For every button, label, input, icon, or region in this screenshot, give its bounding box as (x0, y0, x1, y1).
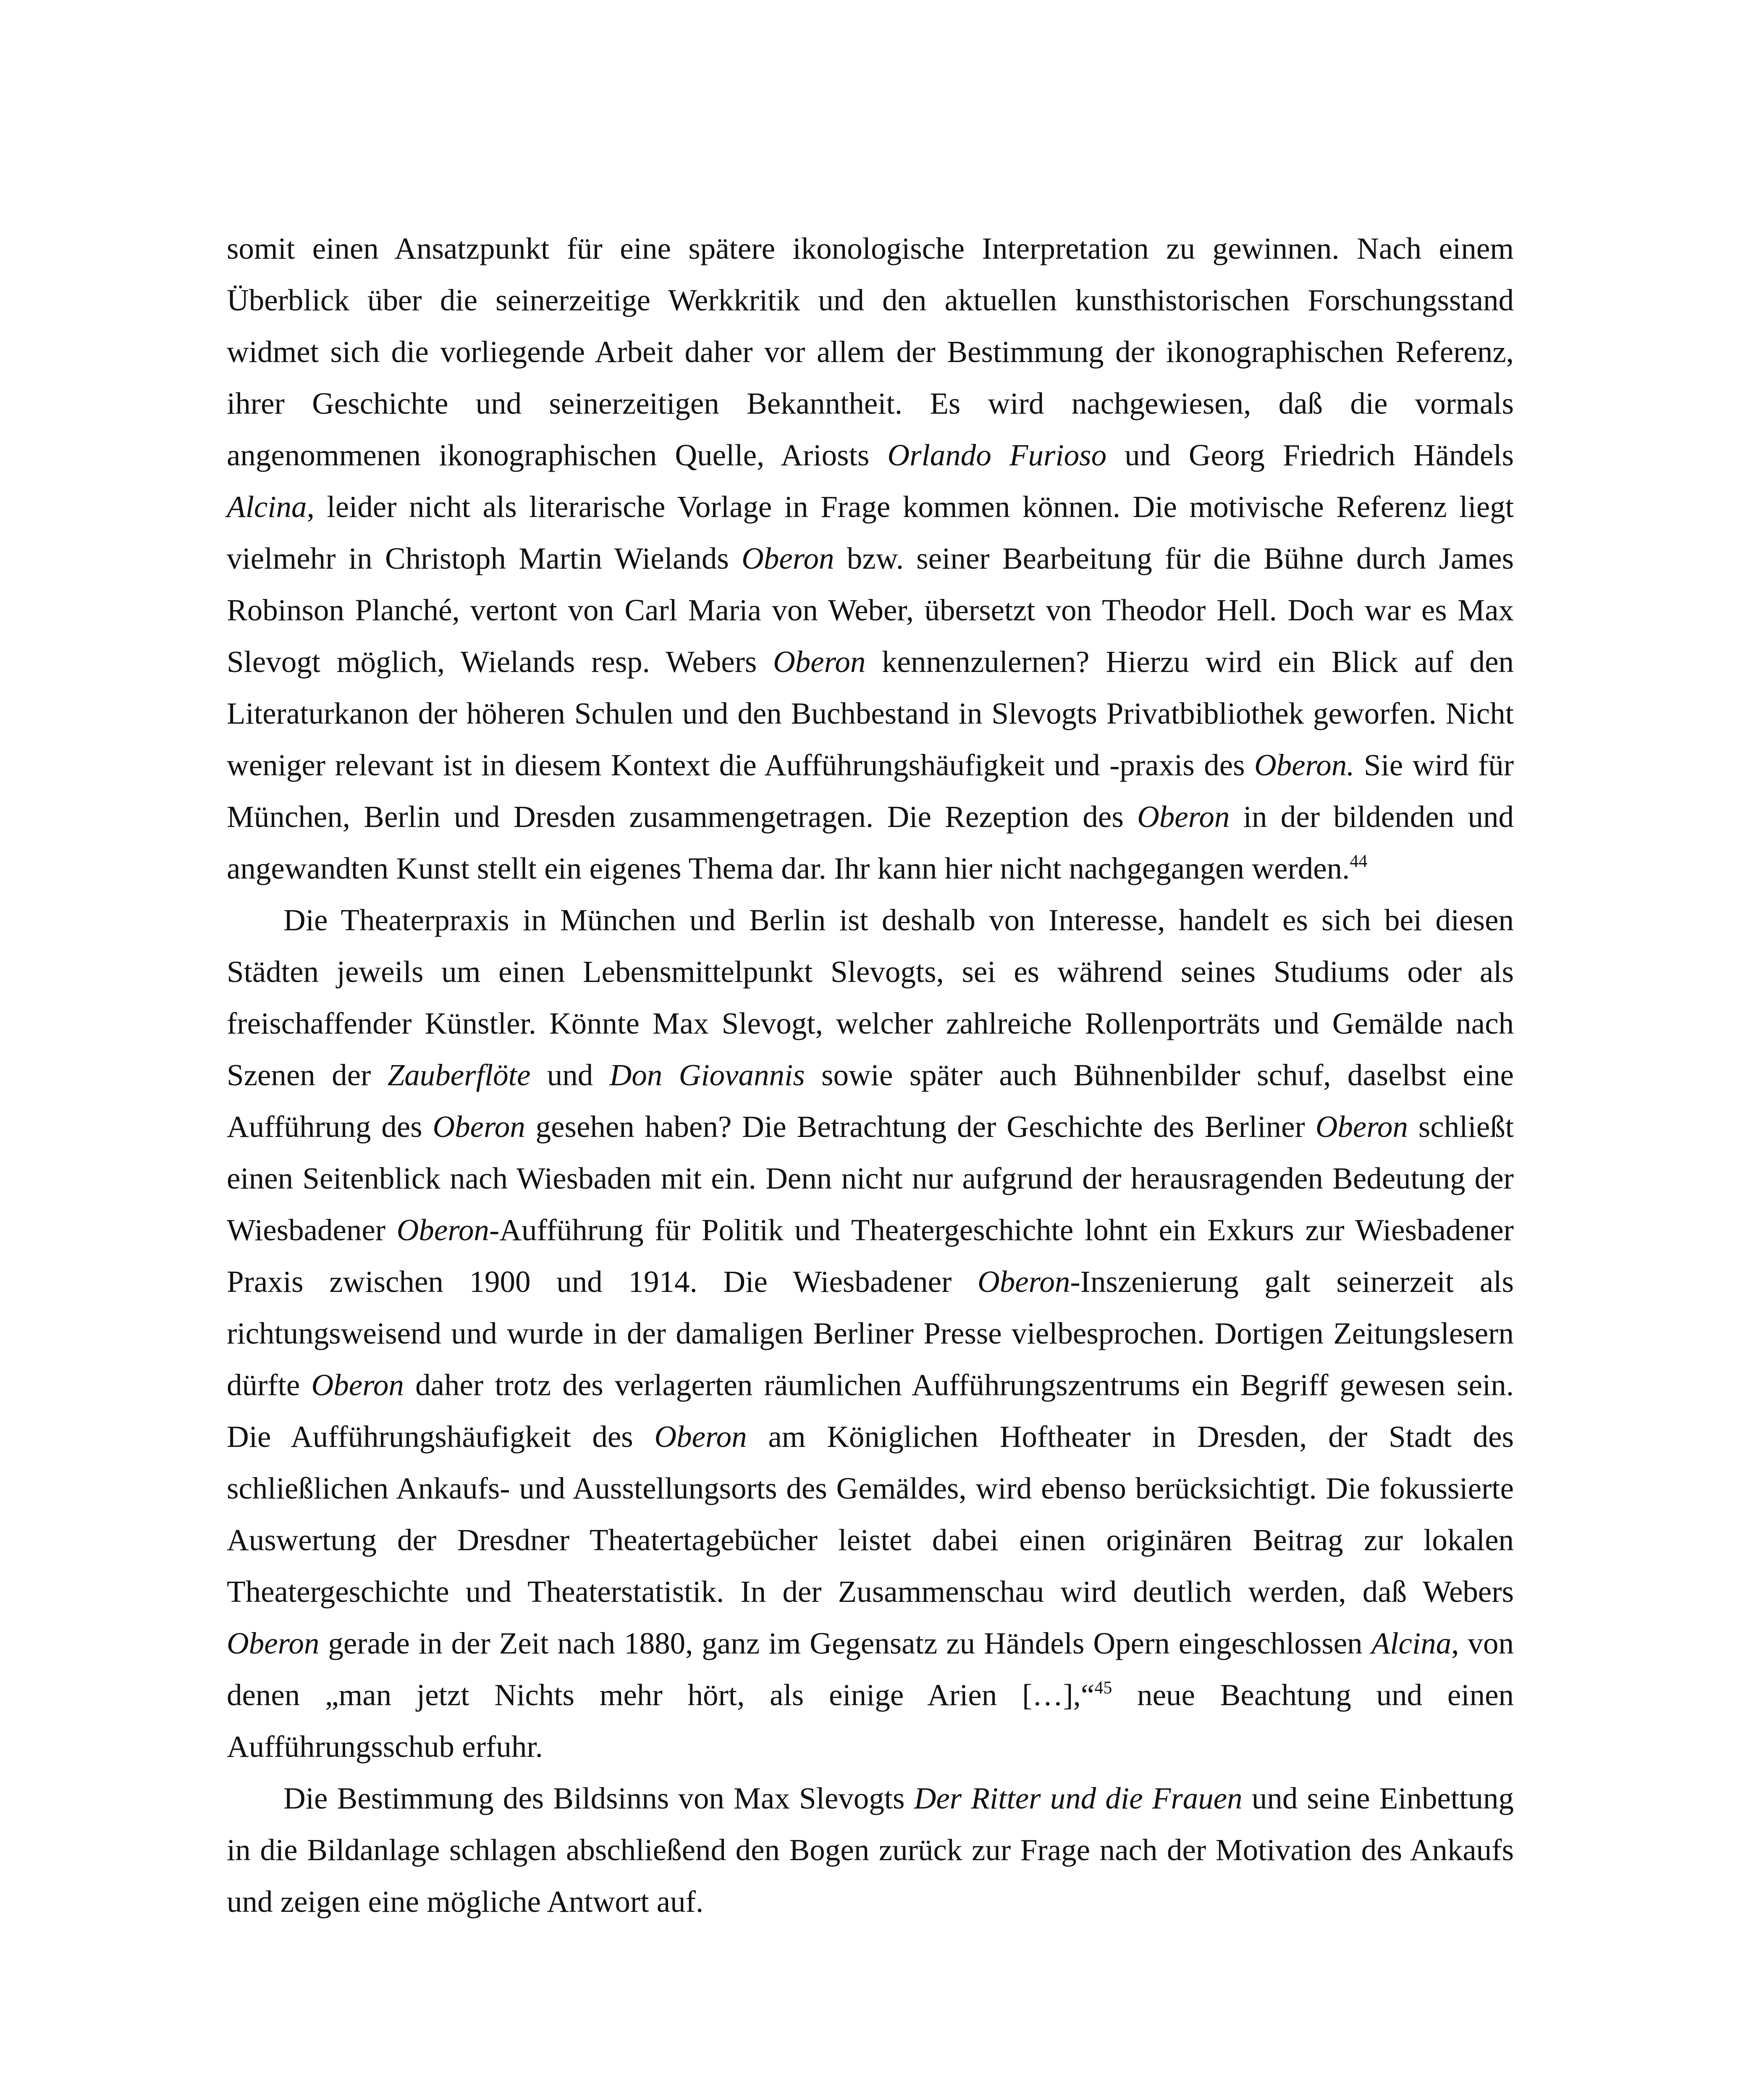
italic-title: Oberon. (1254, 748, 1355, 782)
italic-title: Der Ritter und die Frauen (914, 1781, 1243, 1815)
italic-title: Oberon (773, 645, 866, 679)
italic-title: Orlando Furioso (887, 438, 1107, 472)
italic-title: Oberon (433, 1110, 525, 1144)
italic-title: Alcina (1371, 1626, 1452, 1660)
italic-title: Oberon (1315, 1110, 1408, 1144)
italic-title: Oberon (227, 1626, 320, 1660)
italic-title: Oberon (654, 1420, 747, 1454)
italic-title: Oberon (396, 1213, 489, 1247)
italic-title: Oberon (311, 1368, 404, 1402)
italic-title: Zauberflöte (387, 1058, 531, 1092)
footnote-reference: 44 (1350, 852, 1368, 871)
italic-title: Don Giovannis (609, 1058, 805, 1092)
paragraph: Die Bestimmung des Bildsinns von Max Slevogts Der Ritter und die Frauen und seine Einbettung in die Bildanlage schlagen abschließend den Bogen zurück zur Frage nach der Motivation des Ankaufs und zeigen eine mögliche Antwort auf. (227, 1781, 1514, 1919)
paragraph: Die Theaterpraxis in München und Berlin ist deshalb von Interesse, handelt es sich bei diesen Städten jeweils um einen Lebensmittelpunkt Slevogts, sei es während seines Studiums oder als freischaffender Künstler. Könnte Max Slevogt, welcher zahlreiche Rollenporträts und Gemälde nach Szenen der Zauberflöte und Don Giovannis sowie später auch Bühnenbilder schuf, daselbst eine Aufführung des Oberon gesehen haben? Die Betrachtung der Geschichte des Berliner Oberon schließt einen Seitenblick nach Wiesbaden mit ein. Denn nicht nur aufgrund der herausragenden Bedeutung der Wiesbadener Oberon-Aufführung für Politik und Theatergeschichte lohnt ein Exkurs zur Wiesbadener Praxis zwischen 1900 und 1914. Die Wiesbadener Oberon-Inszenierung galt seinerzeit als richtungsweisend und wurde in der damaligen Berliner Presse vielbesprochen. Dortigen Zeitungslesern dürfte Oberon daher trotz des verlagerten räumlichen Aufführungszentrums ein Begriff gewesen sein. Die Aufführungshäufigkeit des Oberon am Königlichen Hoftheater in Dresden, der Stadt des schließlichen Ankaufs- und Ausstellungsorts des Gemäldes, wird ebenso berücksichtigt. Die fokussierte Auswertung der Dresdner Theatertagebücher leistet dabei einen originären Beitrag zur lokalen Theatergeschichte und Theaterstatistik. In der Zusammenschau wird deutlich werden, daß Webers Oberon gerade in der Zeit nach 1880, ganz im Gegensatz zu Händels Opern eingeschlossen Alcina, von denen „man jetzt Nichts mehr hört, als einige Arien […],“$^{45}$ neue Beachtung und einen Aufführungsschub erfuhr. (227, 903, 1514, 1764)
footnote-reference: 45 (1094, 1678, 1112, 1698)
paragraph: somit einen Ansatzpunkt für eine spätere ikonologische Interpretation zu gewinnen. Nach einem Überblick über die seinerzeitige Werkkritik und den aktuellen kunsthistorischen Forschungsstand widmet sich die vorliegende Arbeit daher vor allem der Bestimmung der ikonographischen Referenz, ihrer Geschichte und seinerzeitigen Bekanntheit. Es wird nachgewiesen, daß die vormals angenommenen ikonographischen Quelle, Ariosts Orlando Furioso und Georg Friedrich Händels Alcina, leider nicht als literarische Vorlage in Frage kommen können. Die motivische Referenz liegt vielmehr in Christoph Martin Wielands Oberon bzw. seiner Bearbeitung für die Bühne durch James Robinson Planché, vertont von Carl Maria von Weber, übersetzt von Theodor Hell. Doch war es Max Slevogt möglich, Wielands resp. Webers Oberon kennenzulernen? Hierzu wird ein Blick auf den Literaturkanon der höheren Schulen und den Buchbestand in Slevogts Privatbibliothek geworfen. Nicht weniger relevant ist in diesem Kontext die Aufführungshäufigkeit und -praxis des Oberon. Sie wird für München, Berlin und Dresden zusammengetragen. Die Rezeption des Oberon in der bildenden und angewandten Kunst stellt ein eigenes Thema dar. Ihr kann hier nicht nachgegangen werden.$^{44}$ (227, 231, 1514, 885)
italic-title: Alcina (227, 490, 307, 524)
italic-title: Oberon (742, 541, 834, 575)
italic-title: Oberon (978, 1265, 1070, 1299)
body-text (227, 223, 1514, 1927)
italic-title: Oberon (1137, 800, 1230, 834)
